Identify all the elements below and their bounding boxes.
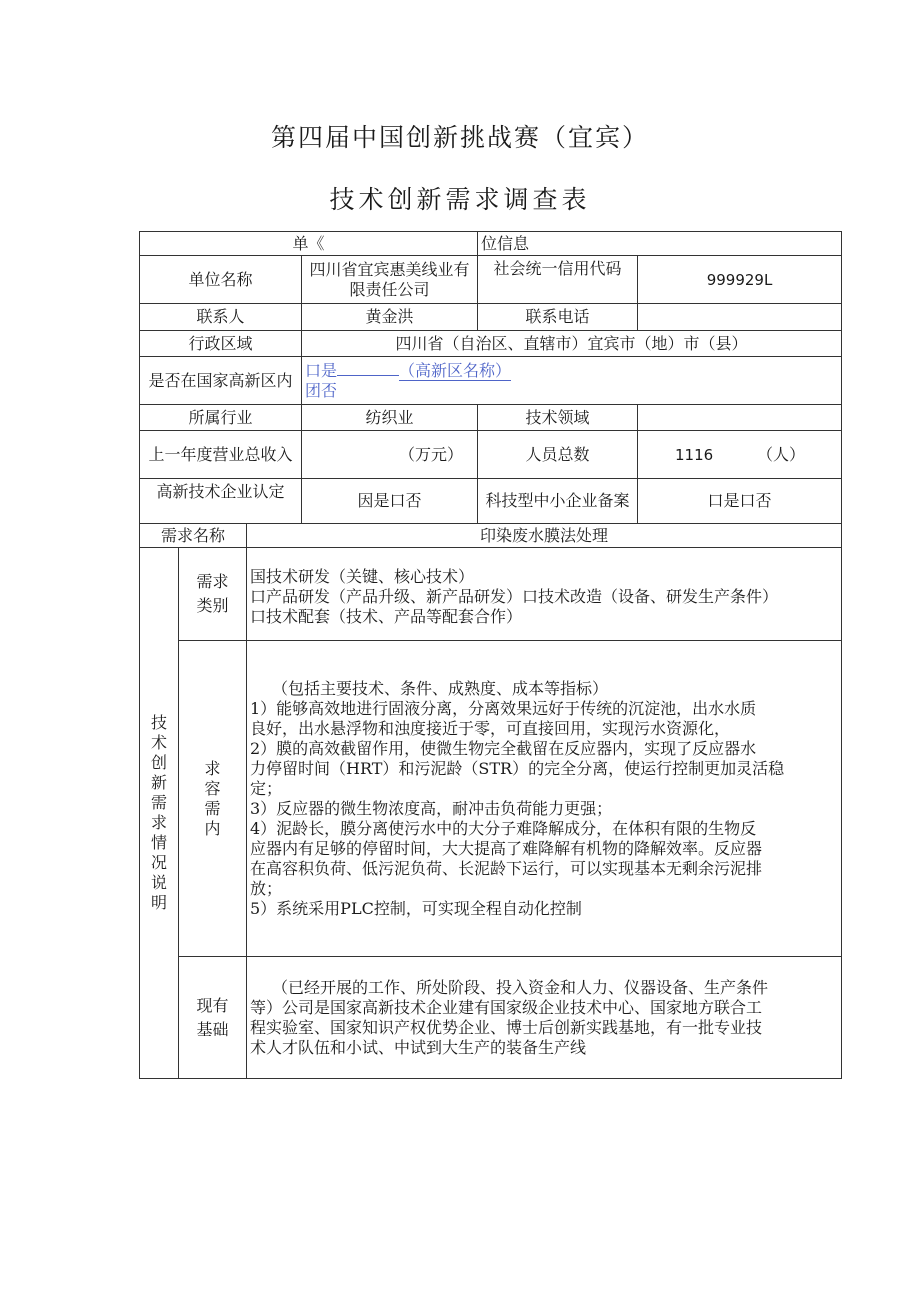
zone-name: （高新区名称） — [399, 360, 512, 380]
staff-cell — [638, 431, 842, 479]
credit-code-label: 社会统一信用代码 — [478, 256, 638, 304]
hightech-zone-options — [302, 357, 842, 405]
header-row — [140, 232, 842, 256]
category-option[interactable]: 口技术配套（技术、产品等配套合作） — [250, 607, 523, 626]
hightech-cert-row — [140, 479, 842, 524]
revenue-label: 上一年度营业总收入 — [140, 431, 302, 479]
section-label: 技 术 创 新 需 求 情 况 说 明 — [140, 548, 179, 1079]
revenue-unit: （万元） — [302, 431, 478, 479]
form-title: 第四届中国创新挑战赛（宜宾） — [270, 123, 649, 152]
hightech-cert-value[interactable]: 因是口否 — [302, 479, 478, 524]
unit-name-label: 单位名称 — [140, 256, 302, 304]
hightech-cert-label: 高新技术企业认定 — [140, 479, 302, 524]
revenue-row — [140, 431, 842, 479]
demand-name-row — [140, 524, 842, 548]
tech-field-label: 技术领域 — [478, 405, 638, 431]
contact-value: 黄金洪 — [302, 304, 478, 331]
zone-yes-checkbox[interactable]: 口是 — [305, 360, 338, 380]
staff-value: 1116 — [675, 445, 714, 464]
hightech-zone-row — [140, 357, 842, 405]
staff-unit: （人） — [757, 444, 806, 464]
credit-code-value: 999929L — [638, 256, 842, 304]
industry-value: 纺织业 — [302, 405, 478, 431]
demand-name-label: 需求名称 — [140, 524, 247, 548]
category-option[interactable]: 口产品研发（产品升级、新产品研发）口技术改造（设备、研发生产条件） — [250, 587, 779, 606]
hightech-zone-label: 是否在国家高新区内 — [140, 357, 302, 405]
category-row — [140, 548, 842, 641]
foundation-text: （已经开展的工作、所处阶段、投入资金和人力、仪器设备、生产条件 等）公司是国家高新技术企业建有国家级企业技术中心、国家地方联合工 程实验室、国家知识产权优势企业、博士后创新实践基地，有一批专业技 术人才队伍和小试、中试到大生产的装备生产线 — [247, 957, 842, 1079]
unit-name-value: 四川省宜宾惠美线业有限责任公司 — [302, 256, 478, 304]
demand-name-value: 印染废水膜法处理 — [247, 524, 842, 548]
content-row — [140, 641, 842, 957]
region-label: 行政区域 — [140, 331, 302, 357]
phone-label: 联系电话 — [478, 304, 638, 331]
region-row — [140, 331, 842, 357]
staff-label: 人员总数 — [478, 431, 638, 479]
contact-label: 联系人 — [140, 304, 302, 331]
foundation-label: 现有 基础 — [179, 957, 247, 1079]
industry-label: 所属行业 — [140, 405, 302, 431]
survey-table — [139, 231, 842, 1079]
content-text: （包括主要技术、条件、成熟度、成本等指标） 1）能够高效地进行固液分离，分离效果远好于传统的沉淀池，出水水质 良好，出水悬浮物和浊度接近于零，可直接回用，实现污水资源化， 2）膜的高效截留作用，使微生物完全截留在反应器内，实现了反应器水 力停留时间（HRT）和污泥龄（STR）的完全分离，使运行控制更加灵活稳 定； 3）反应器的微生物浓度高，耐冲击负荷能力更强； 4）泥龄长，膜分离使污水中的大分子难降解成分，在体积有限的生物反 应器内有足够的停留时间，大大提高了难降解有机物的降解效率。反应器 在高容积负荷、低污泥负荷、长泥龄下运行，可以实现基本无剩余污泥排 放； 5）系统采用PLC控制，可实现全程自动化控制 — [247, 641, 842, 957]
content-label: 求 容 需 内 — [179, 641, 247, 957]
foundation-row — [140, 957, 842, 1079]
header-right: 位信息 — [478, 232, 842, 256]
form-subtitle: 技术创新需求调查表 — [329, 185, 591, 214]
unit-name-row — [140, 256, 842, 304]
category-label: 需求 类别 — [179, 548, 247, 641]
tech-field-value — [638, 405, 842, 431]
header-left: 单《 — [140, 232, 478, 256]
region-value: 四川省（自治区、直辖市）宜宾市（地）市（县） — [302, 331, 842, 357]
contact-row — [140, 304, 842, 331]
phone-value — [638, 304, 842, 331]
category-option[interactable]: 国技术研发（关键、核心技术） — [250, 567, 475, 586]
zone-no-checkbox[interactable]: 团否 — [305, 380, 338, 400]
sme-value[interactable]: 口是口否 — [638, 479, 842, 524]
sme-label: 科技型中小企业备案 — [478, 479, 638, 524]
category-options — [247, 548, 842, 641]
industry-row — [140, 405, 842, 431]
